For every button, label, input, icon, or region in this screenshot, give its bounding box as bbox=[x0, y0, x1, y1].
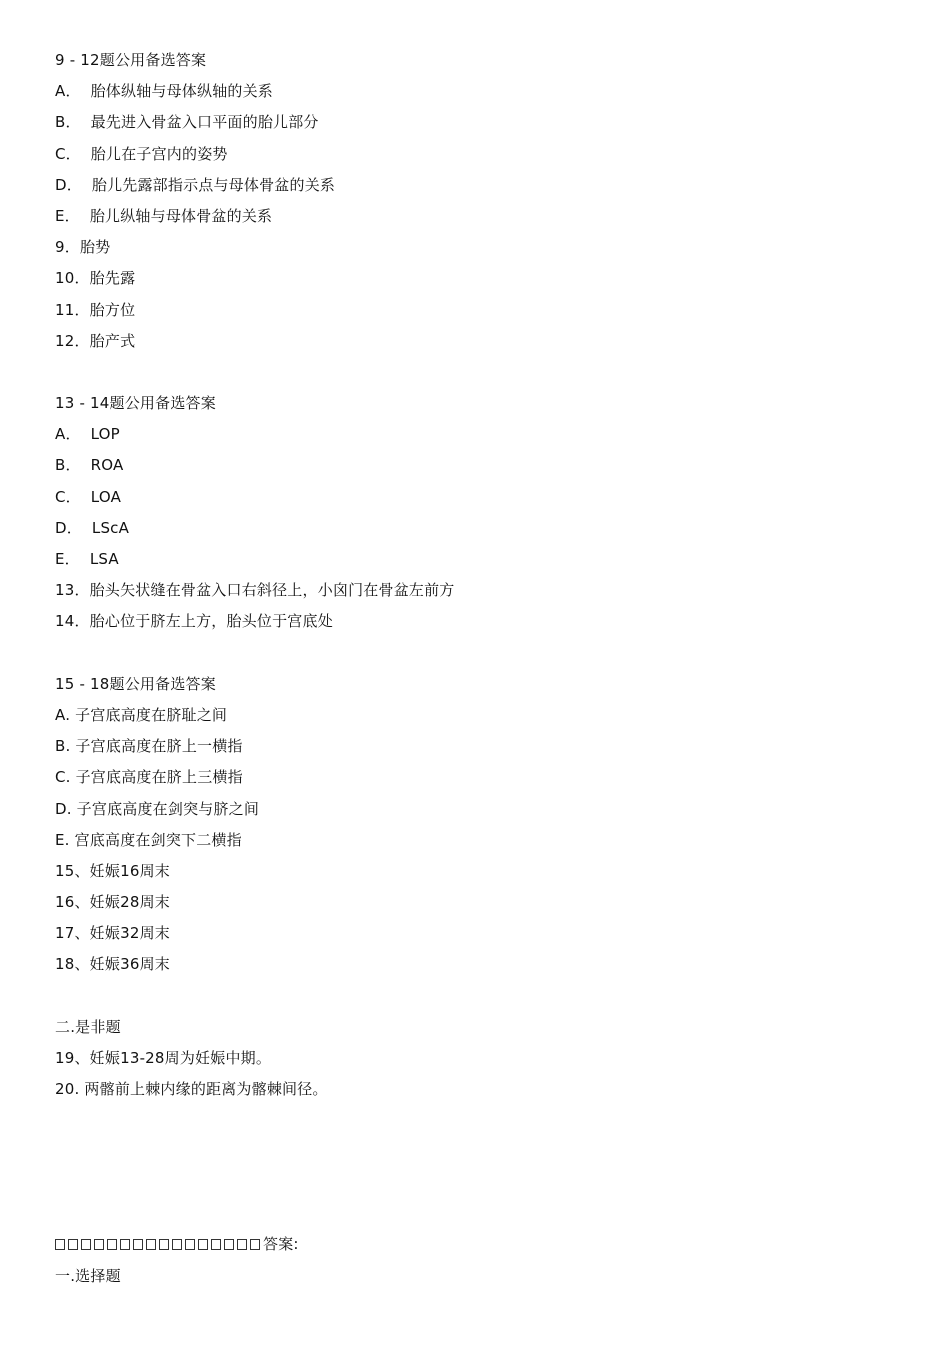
question-14: 14．胎心位于脐左上方，胎头位于宫底处 bbox=[55, 612, 333, 631]
answers-heading-label: 答案: bbox=[263, 1235, 299, 1254]
answers-heading bbox=[55, 1234, 915, 1254]
question-12: 12．胎产式 bbox=[55, 331, 136, 350]
answers-subheading: 一.选择题 bbox=[55, 1266, 121, 1285]
question-19: 19、妊娠13-28周为妊娠中期。 bbox=[55, 1049, 272, 1067]
spacer bbox=[55, 643, 915, 674]
option-a: A． LOP bbox=[55, 425, 120, 444]
spacer bbox=[55, 986, 915, 1017]
option-a: A. 子宫底高度在脐耻之间 bbox=[55, 705, 228, 724]
question-15: 15、妊娠16周末 bbox=[55, 861, 170, 880]
question-16: 16、妊娠28周末 bbox=[55, 893, 170, 912]
missing-glyph-boxes bbox=[55, 1235, 263, 1253]
section-heading-15-18: 15 - 18题公用备选答案 bbox=[55, 674, 216, 693]
option-c: C． LOA bbox=[55, 487, 122, 506]
option-e: E． LSA bbox=[55, 550, 119, 568]
spacer bbox=[55, 1110, 915, 1234]
section-heading-13-14: 13 - 14题公用备选答案 bbox=[55, 394, 216, 413]
option-e: E． 胎儿纵轴与母体骨盆的关系 bbox=[55, 206, 273, 225]
section-heading-9-12: 9 - 12题公用备选答案 bbox=[55, 51, 207, 69]
question-11: 11．胎方位 bbox=[55, 300, 136, 319]
option-d: D． LScA bbox=[55, 518, 130, 537]
spacer bbox=[55, 362, 915, 393]
option-e: E. 宫底高度在剑突下二横指 bbox=[55, 830, 242, 849]
section-heading-true-false: 二.是非题 bbox=[55, 1017, 121, 1036]
option-a: A． 胎体纵轴与母体纵轴的关系 bbox=[55, 82, 273, 101]
question-20: 20. 两髂前上棘内缘的距离为髂棘间径。 bbox=[55, 1080, 328, 1099]
option-b: B． 最先进入骨盆入口平面的胎儿部分 bbox=[55, 113, 319, 132]
question-13: 13．胎头矢状缝在骨盆入口右斜径上，小囟门在骨盆左前方 bbox=[55, 581, 455, 600]
question-10: 10．胎先露 bbox=[55, 269, 136, 288]
option-d: D． 胎儿先露部指示点与母体骨盆的关系 bbox=[55, 175, 336, 194]
option-b: B． ROA bbox=[55, 456, 124, 475]
option-b: B. 子宫底高度在脐上一横指 bbox=[55, 737, 243, 756]
question-18: 18、妊娠36周末 bbox=[55, 955, 170, 974]
question-17: 17、妊娠32周末 bbox=[55, 924, 170, 943]
option-c: C. 子宫底高度在脐上三横指 bbox=[55, 768, 243, 787]
option-c: C． 胎儿在子宫内的姿势 bbox=[55, 144, 228, 163]
option-d: D. 子宫底高度在剑突与脐之间 bbox=[55, 799, 260, 818]
question-9: 9．胎势 bbox=[55, 238, 111, 257]
document-page bbox=[55, 50, 915, 1297]
